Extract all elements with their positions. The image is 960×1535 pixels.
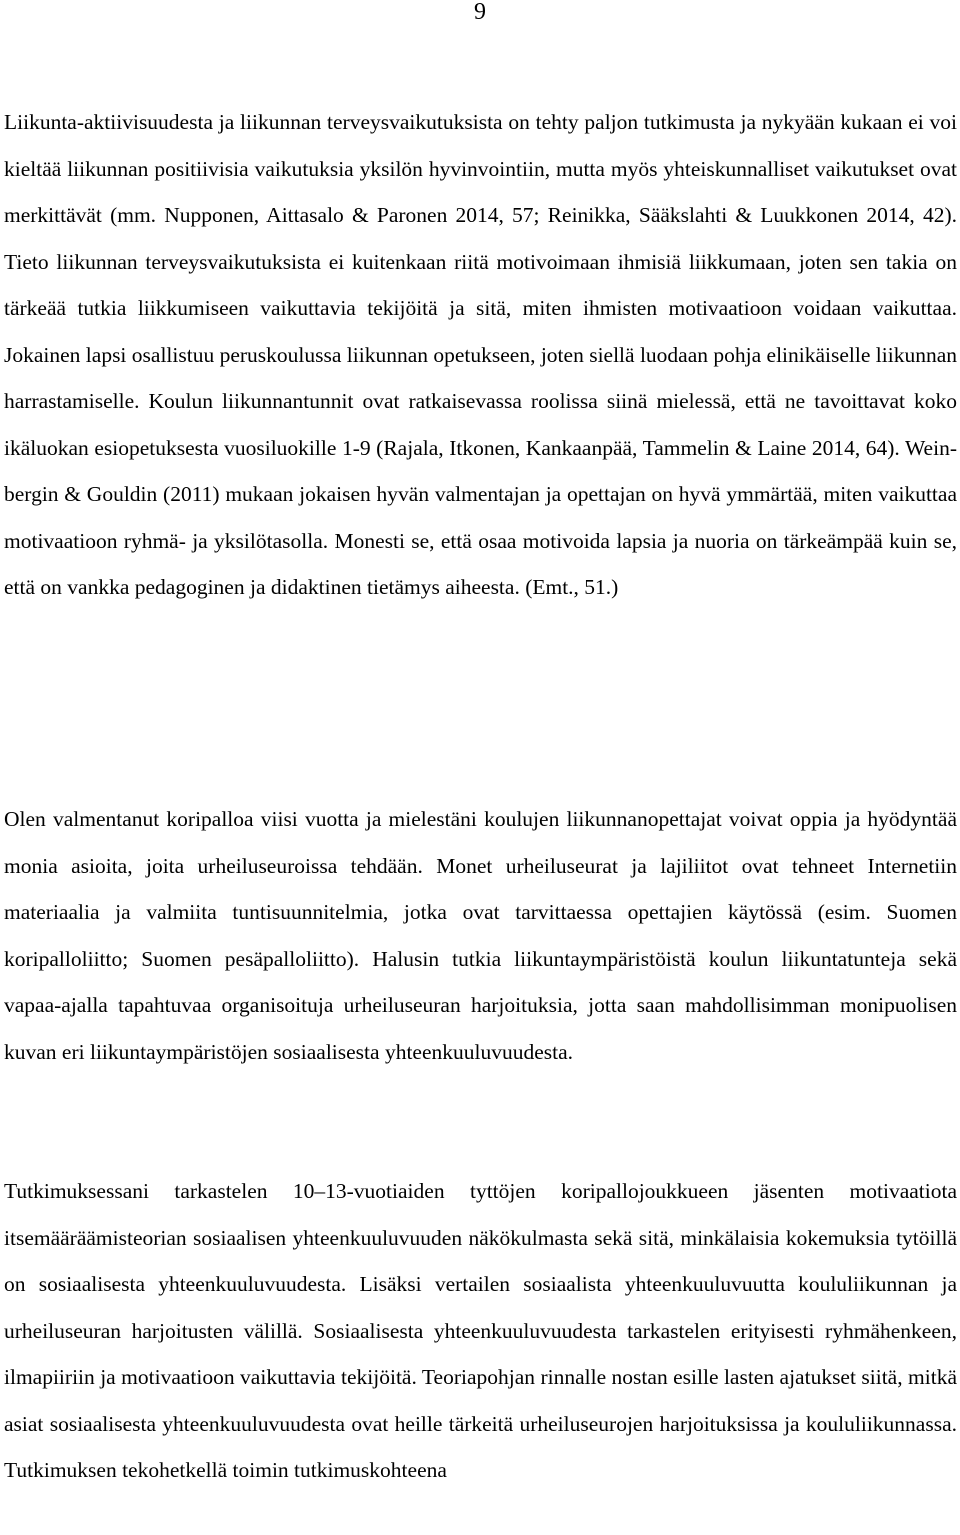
body-paragraph-2: Olen valmentanut koripalloa viisi vuotta ja mielestäni koulujen liikunnanopettajat voivat oppia ja hyödyntää monia asioita, joita urheiluseuroissa tehdään. Monet urheiluseurat ja lajiliitot ovat tehneet Internetiin materiaalia ja valmiita tuntisuunnitelmia, jotka ovat tarvittaessa opettajien käytössä (esim. Suomen koripalloliitto; Suomen pesäpalloliitto). Halusin tutkia liikuntaympäristöistä koulun liikuntatunteja sekä vapaa-ajalla tapahtuvaa organisoituja urheiluseuran harjoituksia, jotta saan mahdollisimman monipuolisen kuvan eri liikuntaympäristöjen sosiaalisesta yhteenkuuluvuudesta.: [4, 807, 957, 1064]
body-paragraph-3: Tutkimuksessani tarkastelen 10–13-vuotiaiden tyttöjen koripallojoukkueen jäsenten motivaatiota itsemääräämisteorian sosiaalisen yhteenkuuluvuuden näkökulmasta sekä sitä, minkälaisia kokemuksia tytöillä on sosiaalisesta yhteenkuuluvuudesta. Lisäksi vertailen sosiaalista yhteenkuuluvuutta koululiikunnan ja urheiluseuran harjoitusten välillä. Sosiaalisesta yhteenkuuluvuudesta tarkastelen erityisesti ryhmähenkeen, ilmapiiriin ja motivaatioon vaikuttavia tekijöitä. Teoriapohjan rinnalle nostan esille lasten ajatukset siitä, mitkä asiat sosiaalisesta yhteenkuuluvuudesta ovat heille tärkeitä urheiluseurojen harjoituksissa ja koululiikunnassa. Tutkimuksen tekohetkellä toimin tutkimuskohteena: [4, 1179, 957, 1482]
body-paragraph-1: Liikunta-aktiivisuudesta ja liikunnan terveysvaikutuksista on tehty paljon tutkimusta ja nykyään kukaan ei voi kieltää liikunnan positiivisia vaikutuksia yksilön hyvinvointiin, mutta myös yhteiskunnalliset vaikutukset ovat merkittävät (mm. Nupponen, Aittasalo & Paronen 2014, 57; Reinikka, Sääkslahti & Luukkonen 2014, 42). Tieto liikunnan terveysvaikutuksista ei kuitenkaan riitä motivoimaan ihmisiä liikkumaan, joten sen takia on tärkeää tutkia liikkumiseen vaikuttavia tekijöitä ja sitä, miten ihmisten motivaatioon voidaan vaikuttaa. Jokainen lapsi osallistuu peruskoulussa liikunnan opetukseen, joten siellä luodaan pohja elinikäiselle liikunnan harrastamiselle. Koulun liikunnantunnit ovat ratkaisevassa roolissa siinä mielessä, että ne tavoittavat koko ikäluokan esiopetuksesta vuosiluokille 1-9 (Rajala, Itkonen, Kankaanpää, Tammelin & Laine 2014, 64). Weinbergin & Gouldin (2011) mukaan jokaisen hyvän valmentajan ja opettajan on hyvä ymmärtää, miten vaikuttaa motivaatioon ryhmä- ja yksilötasolla. Monesti se, että osaa motivoida lapsia ja nuoria on tärkeämpää kuin se, että on vankka pedagoginen ja didaktinen tietämys aiheesta. (Emt., 51.): [4, 110, 957, 599]
page-number: 9: [474, 0, 486, 25]
